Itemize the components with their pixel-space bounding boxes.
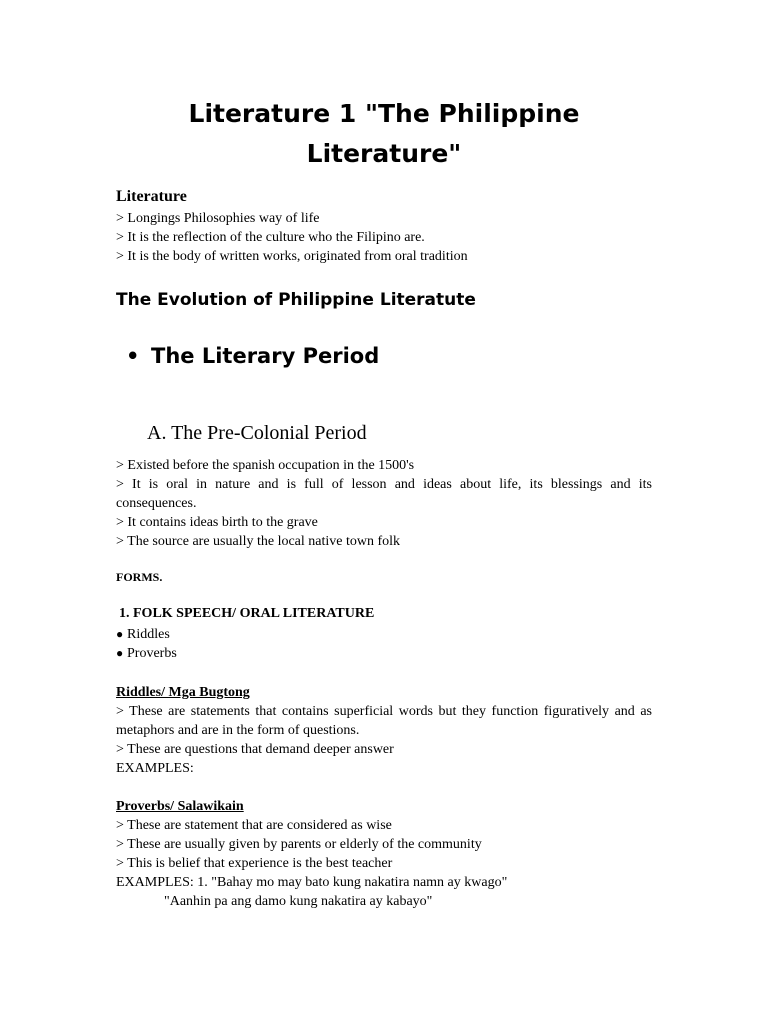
bullet-icon: • — [126, 344, 140, 368]
forms-label: FORMS. — [116, 570, 163, 584]
literary-period-label: The Literary Period — [151, 344, 380, 368]
proverbs-line: > This is belief that experience is the best teacher — [116, 856, 393, 871]
proverbs-line: > These are usually given by parents or elderly of the community — [116, 837, 482, 852]
proverbs-example-2: "Aanhin pa ang damo kung nakatira ay kabayo" — [164, 894, 433, 909]
list-item: ● Riddles — [116, 627, 170, 642]
bullet-icon: ● — [116, 646, 124, 660]
title-line-2: Literature" — [306, 139, 462, 168]
folk-speech-heading: 1. FOLK SPEECH/ ORAL LITERATURE — [119, 606, 375, 621]
evolution-heading: The Evolution of Philippine Literatute — [116, 290, 476, 310]
precolonial-line: > It is oral in nature and is full of lesson and ideas about life, its blessings and its consequences. — [116, 477, 652, 511]
document-title — [0, 94, 768, 174]
literature-line: > It is the body of written works, originated from oral tradition — [116, 249, 468, 264]
riddles-line: > These are statements that contains superficial words but they function figuratively and as metaphors and are in the form of questions. — [116, 704, 652, 738]
riddles-heading: Riddles/ Mga Bugtong — [116, 685, 250, 700]
proverbs-line: > These are statement that are considered as wise — [116, 818, 392, 833]
proverbs-heading: Proverbs/ Salawikain — [116, 799, 244, 814]
proverbs-line: EXAMPLES: 1. "Bahay mo may bato kung nakatira namn ay kwago" — [116, 875, 508, 890]
precolonial-line: > It contains ideas birth to the grave — [116, 515, 318, 530]
proverbs-section — [116, 797, 652, 911]
riddles-line: > These are questions that demand deeper answer — [116, 742, 394, 757]
literature-line: > It is the reflection of the culture who the Filipino are. — [116, 230, 425, 245]
riddles-line: EXAMPLES: — [116, 761, 194, 776]
literature-heading: Literature — [116, 188, 187, 205]
literature-line: > Longings Philosophies way of life — [116, 211, 320, 226]
literary-period-heading — [126, 344, 379, 368]
riddles-section — [116, 683, 652, 778]
precolonial-line: > Existed before the spanish occupation in the 1500's — [116, 458, 415, 473]
bullet-icon: ● — [116, 627, 124, 641]
literature-definition-list — [116, 209, 652, 266]
title-line-1: Literature 1 "The Philippine — [188, 99, 580, 128]
precolonial-heading: A. The Pre-Colonial Period — [147, 422, 367, 444]
precolonial-line: > The source are usually the local native town folk — [116, 534, 401, 549]
folk-speech-list — [116, 625, 177, 663]
list-item: ● Proverbs — [116, 646, 177, 661]
precolonial-list — [116, 456, 652, 551]
